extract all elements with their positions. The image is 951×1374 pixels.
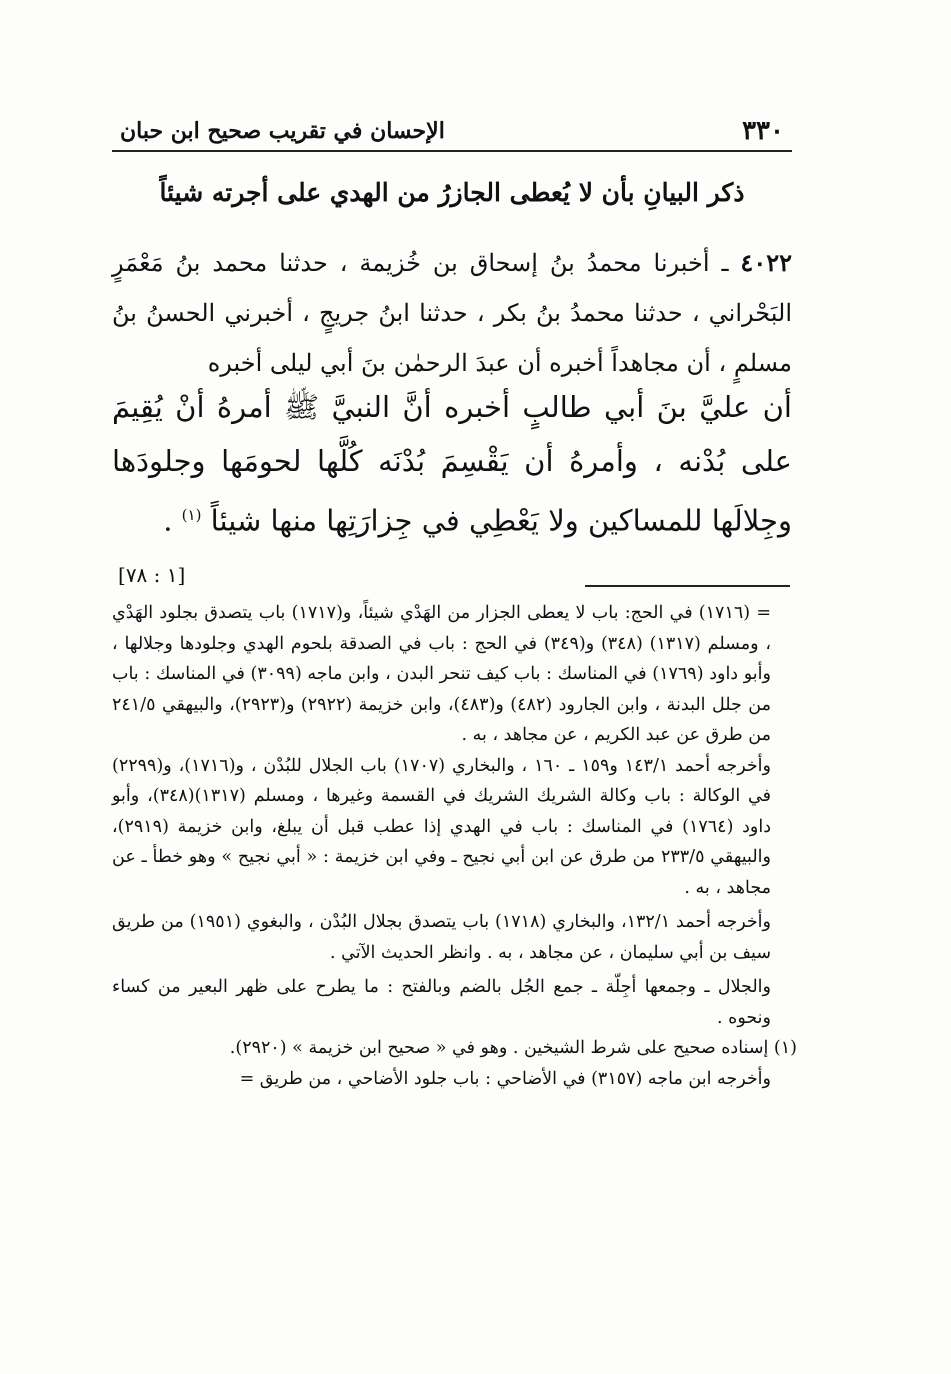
footnote-marker: (١) <box>181 506 202 524</box>
matn-paragraph <box>112 380 792 602</box>
chapter-title: ذكر البيانِ بأن لا يُعطى الجازرُ من الهدي على أجرته شيئاً <box>159 178 745 207</box>
source-reference: [١ : ٧٨] <box>118 562 186 587</box>
matn-end: . <box>163 503 173 538</box>
footnote-divider <box>585 585 790 587</box>
matn-text: أن عليَّ بنَ أبي طالبٍ أخبره أنَّ النبيَّ ﷺ أمرهُ أنْ يُقِيمَ على بُدْنه ، وأمرهُ أن يَقْسِمَ بُدْنَه كُلَّها لحومَها وجلودَها وجِلالَها للمساكين ولا يَعْطِي في جِزارَتِها منها شيئاً <box>112 390 792 538</box>
footnote-one: (١) إسناده صحيح على شرط الشيخين . وهو في « صحيح ابن خزيمة » (٢٩٢٠). <box>229 1038 797 1058</box>
book-title: الإحسان في تقريب صحيح ابن حبان <box>120 118 445 144</box>
running-header <box>112 112 792 152</box>
footnote-paragraph: والجلال ـ وجمعها أجِلّة ـ جمع الجُل بالضم وبالفتح : ما يطرح على ظهر البعير من كساء ونحوه . <box>112 977 771 1028</box>
footnote-paragraph: = (١٧١٦) في الحج: باب لا يعطى الجزار من الهَدْي شيئاً، و(١٧١٧) باب يتصدق بجلود الهَدْي ، ومسلم (١٣١٧) (٣٤٨) و(٣٤٩) في الحج : باب في الصدقة بلحوم الهدي وجلودها وجلالها ، وأبو داود (١٧٦٩) في المناسك : باب كيف تنحر البدن ، وابن ماجه (٣٠٩٩) في المناسك : باب من جلل البدنة ، وابن الجارود (٤٨٢) و(٤٨٣)، وابن خزيمة (٢٩٢٢) و(٢٩٢٣)، والبيهقي ٢٤١/٥ من طرق عن عبد الكريم ، عن مجاهد ، به . <box>112 603 771 745</box>
footnote-paragraph: وأخرجه أحمد ١٤٣/١ و١٥٩ ـ ١٦٠ ، والبخاري (١٧٠٧) باب الجلال للبُدْن ، و(١٧١٦)، و(٢٢٩٩) في الوكالة : باب وكالة الشريك الشريك في القسمة وغيرها ، ومسلم (١٣١٧)(٣٤٨)، وأبو داود (١٧٦٤) في المناسك : باب في الهدي إذا عطب قبل أن يبلغ، وابن خزيمة (٢٩١٩)، والبيهقي ٢٣٣/٥ من طرق عن ابن أبي نجيح ـ وفي ابن خزيمة : « أبي نجيح » وهو خطأ ـ عن مجاهد ، به . <box>112 755 771 898</box>
page-number: ٣٣٠ <box>742 116 784 146</box>
hadith-number: ٤٠٢٢ <box>740 248 792 277</box>
footnotes <box>112 598 797 1094</box>
isnad-text: ـ أخبرنا محمدُ بنُ إسحاق بن خُزيمة ، حدثنا محمد بنُ مَعْمَرٍ البَحْراني ، حدثنا محمدُ بنُ بكر ، حدثنا ابنُ جريجٍ ، أخبرني الحسنُ بنُ مسلمٍ ، أن مجاهداً أخبره أن عبدَ الرحمٰن بنَ أبي ليلى أخبره <box>112 249 792 377</box>
isnad-paragraph <box>112 238 792 388</box>
footnote-paragraph: وأخرجه ابن ماجه (٣١٥٧) في الأضاحي : باب جلود الأضاحي ، من طريق = <box>239 1068 771 1089</box>
footnote-paragraph: وأخرجه أحمد ١٣٢/١، والبخاري (١٧١٨) باب يتصدق بجلال البُدْن ، والبغوي (١٩٥١) من طريق سيف بن أبي سليمان ، عن مجاهد ، به . وانظر الحديث الآتي . <box>112 912 771 963</box>
